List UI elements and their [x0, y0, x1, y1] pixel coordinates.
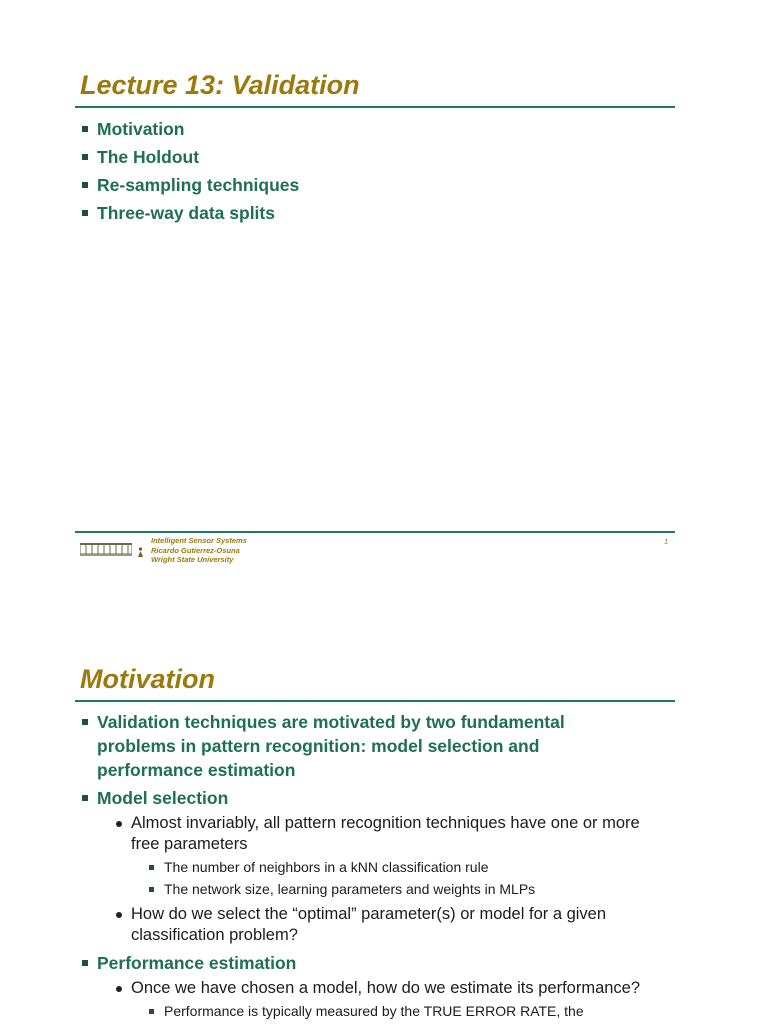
model-selection-heading: Model selection	[97, 788, 229, 808]
intro-line-3: performance estimation	[97, 760, 296, 780]
round-bullet-icon	[116, 821, 122, 827]
slide-title: Lecture 13: Validation	[80, 70, 360, 100]
model-selection-point-2-line-2: classification problem?	[131, 926, 298, 944]
title-divider	[75, 700, 675, 702]
footer-credits	[151, 536, 247, 565]
model-selection-sub-2: The network size, learning parameters and weights in MLPs	[164, 881, 536, 897]
intro-line-1: Validation techniques are motivated by two fundamental	[97, 712, 565, 732]
agenda-item-motivation: Motivation	[97, 119, 185, 139]
performance-estimation-heading: Performance estimation	[97, 953, 297, 973]
intro-line-2: problems in pattern recognition: model selection and	[97, 736, 540, 756]
square-bullet-icon	[82, 210, 88, 216]
footer-line-2: Ricardo Gutierrez-Osuna	[151, 545, 240, 555]
footer-line-3: Wright State University	[151, 555, 234, 564]
square-bullet-icon	[82, 960, 88, 966]
square-bullet-icon	[82, 126, 88, 132]
figure-icon	[137, 547, 144, 557]
square-bullet-icon	[149, 887, 154, 892]
model-selection-sub-1: The number of neighbors in a kNN classification rule	[164, 859, 489, 875]
footer-divider	[75, 531, 675, 533]
agenda-item-holdout: The Holdout	[97, 147, 200, 167]
building-logo-icon	[80, 540, 132, 556]
slide-title: Motivation	[80, 664, 215, 694]
square-bullet-icon	[82, 795, 88, 801]
agenda-item-three-way-splits: Three-way data splits	[97, 203, 275, 223]
footer-line-1: Intelligent Sensor Systems	[151, 536, 247, 545]
model-selection-point-2-line-1: How do we select the “optimal” parameter(s) or model for a given	[131, 905, 607, 923]
square-bullet-icon	[149, 865, 154, 870]
square-bullet-icon	[82, 154, 88, 160]
square-bullet-icon	[149, 1009, 154, 1014]
slide-2	[0, 600, 768, 1024]
performance-estimation-point-1: Once we have chosen a model, how do we estimate its performance?	[131, 979, 641, 997]
agenda-item-resampling: Re-sampling techniques	[97, 175, 300, 195]
model-selection-point-1-line-2: free parameters	[131, 835, 248, 853]
title-divider	[75, 106, 675, 108]
performance-estimation-sub-1: Performance is typically measured by the TRUE ERROR RATE, the	[164, 1003, 584, 1019]
square-bullet-icon	[82, 719, 88, 725]
model-selection-point-1-line-1: Almost invariably, all pattern recognition techniques have one or more	[131, 814, 640, 832]
square-bullet-icon	[82, 182, 88, 188]
round-bullet-icon	[116, 912, 122, 918]
page-number: 1	[664, 537, 669, 546]
round-bullet-icon	[116, 986, 122, 992]
